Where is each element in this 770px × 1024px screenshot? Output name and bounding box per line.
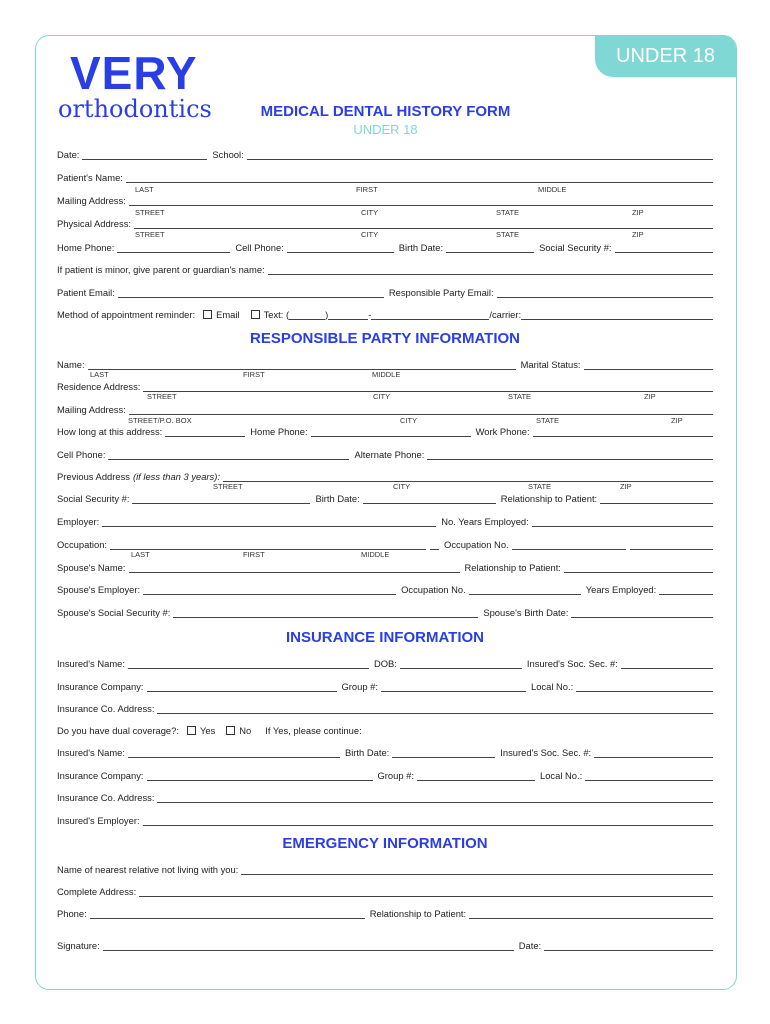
guardian-field[interactable] xyxy=(268,265,713,275)
group-2-label: Group #: xyxy=(377,770,414,781)
spouse-relationship-field[interactable] xyxy=(564,563,713,573)
reminder-label: Method of appointment reminder: xyxy=(57,309,196,320)
rp-home-phone-label: Home Phone: xyxy=(250,426,308,437)
ssn-field[interactable] xyxy=(615,243,713,253)
sub-last: LAST xyxy=(90,370,109,379)
continue-note: If Yes, please continue: xyxy=(265,725,362,736)
spouse-employer-row xyxy=(57,581,713,595)
email-option-label: Email xyxy=(216,309,240,320)
responsible-email-field[interactable] xyxy=(497,288,713,298)
text-checkbox[interactable] xyxy=(251,310,260,319)
yes-checkbox[interactable] xyxy=(187,726,196,735)
rp-relationship-label: Relationship to Patient: xyxy=(500,493,598,504)
rp-ssn-field[interactable] xyxy=(132,494,310,504)
emergency-phone-field[interactable] xyxy=(90,909,365,919)
residence-row xyxy=(57,378,713,392)
how-long-field[interactable] xyxy=(165,427,245,437)
dob-label: DOB: xyxy=(373,658,397,669)
spouse-ssn-field[interactable] xyxy=(173,608,478,618)
insured-ssn-2-field[interactable] xyxy=(594,748,713,758)
insurance-section-title: INSURANCE INFORMATION xyxy=(285,629,485,646)
how-long-label: How long at this address: xyxy=(57,426,163,437)
insured-birth-field[interactable] xyxy=(392,748,495,758)
sub-state: STATE xyxy=(496,230,520,239)
previous-address-row xyxy=(57,468,713,482)
co-address-row xyxy=(57,700,713,714)
employer-label: Employer: xyxy=(57,516,100,527)
patient-name-label: Patient's Name: xyxy=(57,172,123,183)
birth-date-label: Birth Date: xyxy=(398,242,444,253)
text-option-label: Text: ( xyxy=(263,309,290,320)
sub-city: CITY xyxy=(373,392,391,401)
local-2-label: Local No.: xyxy=(540,770,583,781)
under-18-badge: UNDER 18 xyxy=(595,35,736,77)
years-employed-label: No. Years Employed: xyxy=(441,516,529,527)
email-row xyxy=(57,284,713,298)
sub-street: STREET xyxy=(135,230,165,239)
form-subtitle: UNDER 18 xyxy=(353,122,418,137)
mailing-address-label: Mailing Address: xyxy=(57,195,126,206)
birth-date-field[interactable] xyxy=(446,243,534,253)
spouse-name-label: Spouse's Name: xyxy=(57,562,126,573)
signature-row xyxy=(57,937,713,951)
guardian-label: If patient is minor, give parent or guardian's name: xyxy=(57,264,265,275)
cell-phone-field[interactable] xyxy=(287,243,394,253)
rp-birth-label: Birth Date: xyxy=(315,493,360,504)
previous-address-note: (if less than 3 years): xyxy=(132,471,220,482)
occupation-label: Occupation: xyxy=(57,539,108,550)
rp-name-row xyxy=(57,356,713,370)
patient-name-field[interactable] xyxy=(126,173,713,183)
residence-label: Residence Address: xyxy=(57,381,141,392)
mailing-address-row xyxy=(57,192,713,206)
work-phone-label: Work Phone: xyxy=(475,426,530,437)
emergency-section-title: EMERGENCY INFORMATION xyxy=(282,835,488,852)
form-title: MEDICAL DENTAL HISTORY FORM xyxy=(260,103,511,120)
date-school-row xyxy=(57,146,713,160)
sub-street: STREET xyxy=(147,392,177,401)
sub-city: CITY xyxy=(361,208,379,217)
logo-very: VERY xyxy=(70,47,198,99)
patient-name-row xyxy=(57,169,713,183)
insured-employer-label: Insured's Employer: xyxy=(57,815,140,826)
alt-phone-label: Alternate Phone: xyxy=(354,449,425,460)
ssn-label: Social Security #: xyxy=(539,242,612,253)
sub-street: STREET xyxy=(135,208,165,217)
dual-coverage-row xyxy=(57,722,713,736)
sub-street: STREET xyxy=(213,482,243,491)
years-employed-field[interactable] xyxy=(532,517,713,527)
work-phone-field[interactable] xyxy=(533,427,713,437)
responsible-email-label: Responsible Party Email: xyxy=(388,287,494,298)
rp-cell-row xyxy=(57,446,713,460)
company-2-field[interactable] xyxy=(147,771,373,781)
occupation-extra-field[interactable] xyxy=(430,540,439,550)
sub-zip: ZIP xyxy=(620,482,632,491)
occupation-row xyxy=(57,536,713,550)
date-label: Date: xyxy=(57,149,80,160)
local-2-field[interactable] xyxy=(585,771,713,781)
complete-address-label: Complete Address: xyxy=(57,886,137,897)
company-2-row xyxy=(57,767,713,781)
email-checkbox[interactable] xyxy=(203,310,212,319)
group-label: Group #: xyxy=(341,681,378,692)
rp-name-field[interactable] xyxy=(88,360,516,370)
sub-zip: ZIP xyxy=(632,230,644,239)
sub-middle: MIDDLE xyxy=(361,550,390,559)
patient-email-label: Patient Email: xyxy=(57,287,115,298)
occupation-no-field-2[interactable] xyxy=(630,540,713,550)
relative-label: Name of nearest relative not living with you: xyxy=(57,864,239,875)
spouse-name-field[interactable] xyxy=(129,563,460,573)
rp-mailing-label: Mailing Address: xyxy=(57,404,126,415)
insured-name-row xyxy=(57,655,713,669)
reminder-row xyxy=(57,306,713,320)
emergency-relationship-label: Relationship to Patient: xyxy=(369,908,467,919)
co-address-2-row xyxy=(57,789,713,803)
physical-address-field[interactable] xyxy=(134,219,713,229)
spouse-years-field[interactable] xyxy=(659,585,713,595)
insured-employer-row xyxy=(57,812,713,826)
rp-ssn-row xyxy=(57,490,713,504)
no-checkbox[interactable] xyxy=(226,726,235,735)
carrier-field[interactable] xyxy=(521,310,713,320)
sub-last: LAST xyxy=(131,550,150,559)
cell-phone-label: Cell Phone: xyxy=(235,242,284,253)
occupation-no-label: Occupation No. xyxy=(444,539,509,550)
sub-first: FIRST xyxy=(243,370,265,379)
sub-city: CITY xyxy=(361,230,379,239)
co-address-2-label: Insurance Co. Address: xyxy=(57,792,155,803)
sub-state: STATE xyxy=(536,416,560,425)
spouse-ssn-row xyxy=(57,604,713,618)
paren-close: ) xyxy=(325,309,329,320)
complete-address-field[interactable] xyxy=(139,887,713,897)
mailing-address-field[interactable] xyxy=(129,196,713,206)
insured-name-field[interactable] xyxy=(128,659,369,669)
sub-zip: ZIP xyxy=(671,416,683,425)
insured-employer-field[interactable] xyxy=(143,816,713,826)
sub-middle: MIDDLE xyxy=(372,370,401,379)
spouse-birth-label: Spouse's Birth Date: xyxy=(483,607,569,618)
insured-ssn-2-label: Insured's Soc. Sec. #: xyxy=(500,747,592,758)
emergency-relationship-field[interactable] xyxy=(469,909,713,919)
occupation-field[interactable] xyxy=(110,540,426,550)
school-field[interactable] xyxy=(247,150,713,160)
company-label: Insurance Company: xyxy=(57,681,144,692)
alt-phone-field[interactable] xyxy=(427,450,713,460)
residence-field[interactable] xyxy=(143,382,713,392)
sub-street-po: STREET/P.O. BOX xyxy=(128,416,192,425)
co-address-label: Insurance Co. Address: xyxy=(57,703,155,714)
physical-address-label: Physical Address: xyxy=(57,218,131,229)
spouse-years-label: Years Employed: xyxy=(585,584,657,595)
physical-address-row xyxy=(57,215,713,229)
signature-date-field[interactable] xyxy=(544,941,713,951)
rp-cell-label: Cell Phone: xyxy=(57,449,106,460)
spouse-occupation-no-field[interactable] xyxy=(469,585,581,595)
home-phone-field[interactable] xyxy=(117,243,230,253)
occupation-no-field-1[interactable] xyxy=(512,540,626,550)
marital-field[interactable] xyxy=(584,360,713,370)
phone-suffix-field[interactable] xyxy=(371,310,489,320)
spouse-ssn-label: Spouse's Social Security #: xyxy=(57,607,171,618)
sub-first: FIRST xyxy=(356,185,378,194)
rp-cell-field[interactable] xyxy=(108,450,349,460)
insured-name-label: Insured's Name: xyxy=(57,658,125,669)
insured-name-2-field[interactable] xyxy=(128,748,340,758)
employer-field[interactable] xyxy=(102,517,436,527)
spouse-relationship-label: Relationship to Patient: xyxy=(464,562,561,573)
carrier-label: /carrier: xyxy=(489,309,522,320)
signature-date-label: Date: xyxy=(518,940,542,951)
signature-field[interactable] xyxy=(103,941,514,951)
sub-city: CITY xyxy=(400,416,418,425)
company-2-label: Insurance Company: xyxy=(57,770,144,781)
emergency-phone-label: Phone: xyxy=(57,908,87,919)
group-field[interactable] xyxy=(381,682,526,692)
sub-zip: ZIP xyxy=(632,208,644,217)
home-phone-label: Home Phone: xyxy=(57,242,115,253)
sub-last: LAST xyxy=(135,185,154,194)
relative-field[interactable] xyxy=(241,865,713,875)
sub-state: STATE xyxy=(496,208,520,217)
relative-row xyxy=(57,861,713,875)
insured-name-2-label: Insured's Name: xyxy=(57,747,125,758)
spouse-name-row xyxy=(57,559,713,573)
spouse-occupation-no-label: Occupation No. xyxy=(401,584,466,595)
employer-row xyxy=(57,513,713,527)
rp-relationship-field[interactable] xyxy=(600,494,713,504)
complete-address-row xyxy=(57,883,713,897)
spouse-employer-field[interactable] xyxy=(143,585,396,595)
sub-city: CITY xyxy=(393,482,411,491)
co-address-2-field[interactable] xyxy=(157,793,713,803)
insured-birth-label: Birth Date: xyxy=(344,747,390,758)
sub-first: FIRST xyxy=(243,550,265,559)
how-long-row xyxy=(57,423,713,437)
previous-address-field[interactable] xyxy=(223,472,713,482)
sub-state: STATE xyxy=(528,482,552,491)
rp-ssn-label: Social Security #: xyxy=(57,493,130,504)
no-label: No xyxy=(239,725,252,736)
rp-name-label: Name: xyxy=(57,359,85,370)
rp-home-phone-field[interactable] xyxy=(311,427,471,437)
rp-birth-field[interactable] xyxy=(363,494,496,504)
rp-mailing-row xyxy=(57,401,713,415)
responsible-section-title: RESPONSIBLE PARTY INFORMATION xyxy=(249,330,520,347)
local-label: Local No.: xyxy=(531,681,574,692)
sub-middle: MIDDLE xyxy=(538,185,567,194)
date-field[interactable] xyxy=(82,150,207,160)
signature-label: Signature: xyxy=(57,940,100,951)
area-code-field[interactable] xyxy=(289,310,325,320)
guardian-row xyxy=(57,261,713,275)
insured-ssn-field[interactable] xyxy=(621,659,713,669)
spouse-employer-label: Spouse's Employer: xyxy=(57,584,141,595)
insured-name-2-row xyxy=(57,744,713,758)
phone-prefix-field[interactable] xyxy=(328,310,368,320)
previous-address-label: Previous Address xyxy=(57,471,130,482)
insured-ssn-label: Insured's Soc. Sec. #: xyxy=(526,658,618,669)
rp-mailing-field[interactable] xyxy=(129,405,713,415)
local-field[interactable] xyxy=(576,682,713,692)
dob-field[interactable] xyxy=(400,659,522,669)
phones-row xyxy=(57,239,713,253)
marital-label: Marital Status: xyxy=(520,359,581,370)
logo-orthodontics: orthodontics xyxy=(58,95,212,123)
co-address-field[interactable] xyxy=(157,704,713,714)
emergency-phone-row xyxy=(57,905,713,919)
school-label: School: xyxy=(212,149,244,160)
dash: - xyxy=(368,309,372,320)
dual-coverage-label: Do you have dual coverage?: xyxy=(57,725,179,736)
company-row xyxy=(57,678,713,692)
sub-zip: ZIP xyxy=(644,392,656,401)
patient-email-field[interactable] xyxy=(118,288,384,298)
company-field[interactable] xyxy=(147,682,337,692)
group-2-field[interactable] xyxy=(417,771,535,781)
sub-state: STATE xyxy=(508,392,532,401)
yes-label: Yes xyxy=(199,725,216,736)
spouse-birth-field[interactable] xyxy=(571,608,713,618)
